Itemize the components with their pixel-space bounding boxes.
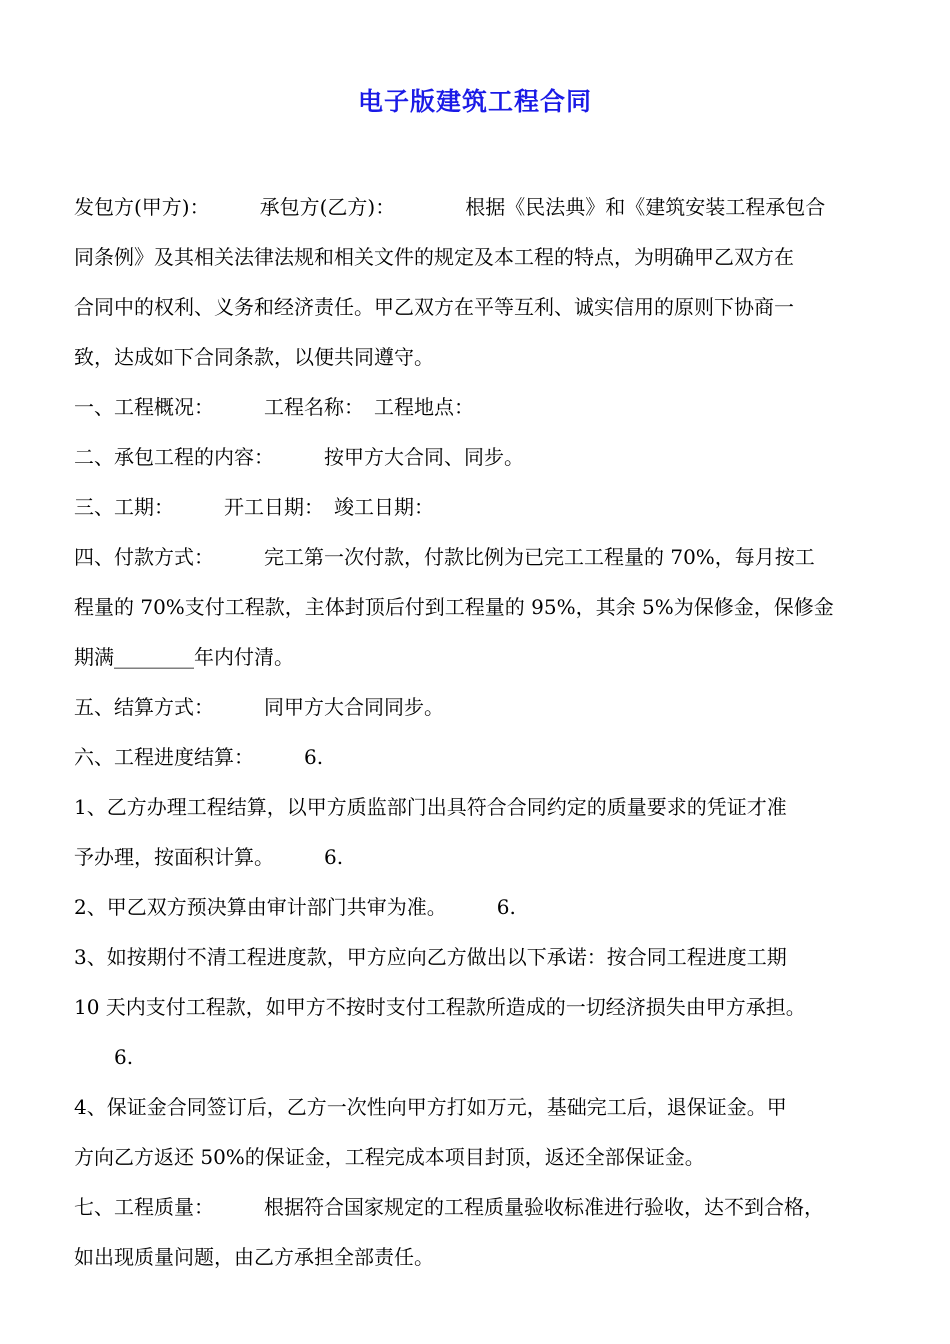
- body-line: 同条例》及其相关法律法规和相关文件的规定及本工程的特点，为明确甲乙双方在: [74, 245, 794, 269]
- section-contract-scope: 二、承包工程的内容： 按甲方大合同、同步。: [74, 445, 524, 469]
- section-progress-settlement: 六、工程进度结算： 6.: [74, 745, 324, 769]
- body-line: 予办理，按面积计算。 6.: [74, 845, 344, 869]
- section-project-overview: 一、工程概况： 工程名称： 工程地点：: [74, 395, 474, 419]
- body-line: 合同中的权利、义务和经济责任。甲乙双方在平等互利、诚实信用的原则下协商一: [74, 295, 794, 319]
- clause-2: 2、甲乙双方预决算由审计部门共审为准。 6.: [74, 895, 516, 919]
- body-line: 致，达成如下合同条款，以便共同遵守。: [74, 345, 434, 369]
- section-payment-terms: 四、付款方式： 完工第一次付款，付款比例为已完工工程量的 70%，每月按工: [74, 545, 815, 569]
- section-settlement-method: 五、结算方式： 同甲方大合同同步。: [74, 695, 444, 719]
- body-line: 如出现质量问题，由乙方承担全部责任。: [74, 1245, 434, 1269]
- body-line: 方向乙方返还 50%的保证金，工程完成本项目封顶，返还全部保证金。: [74, 1145, 705, 1169]
- section-quality: 七、工程质量： 根据符合国家规定的工程质量验收标准进行验收，达不到合格，: [74, 1195, 824, 1219]
- body-line: 10 天内支付工程款，如甲方不按时支付工程款所造成的一切经济损失由甲方承担。: [74, 995, 806, 1019]
- clause-1: 1、乙方办理工程结算，以甲方质监部门出具符合合同约定的质量要求的凭证才准: [74, 795, 787, 819]
- contract-body: [74, 182, 880, 1282]
- body-line: 6.: [74, 1045, 134, 1069]
- clause-4: 4、保证金合同签订后，乙方一次性向甲方打如万元，基础完工后，退保证金。甲: [74, 1095, 787, 1119]
- body-line: 期满________年内付清。: [74, 645, 294, 669]
- section-schedule: 三、工期： 开工日期： 竣工日期：: [74, 495, 434, 519]
- document-title: 电子版建筑工程合同: [357, 87, 592, 116]
- clause-3: 3、如按期付不清工程进度款，甲方应向乙方做出以下承诺：按合同工程进度工期: [74, 945, 787, 969]
- body-line: 程量的 70%支付工程款，主体封顶后付到工程量的 95%，其余 5%为保修金，保修金: [74, 595, 834, 619]
- body-line: 发包方(甲方)： 承包方(乙方)： 根据《民法典》和《建筑安装工程承包合: [74, 195, 826, 219]
